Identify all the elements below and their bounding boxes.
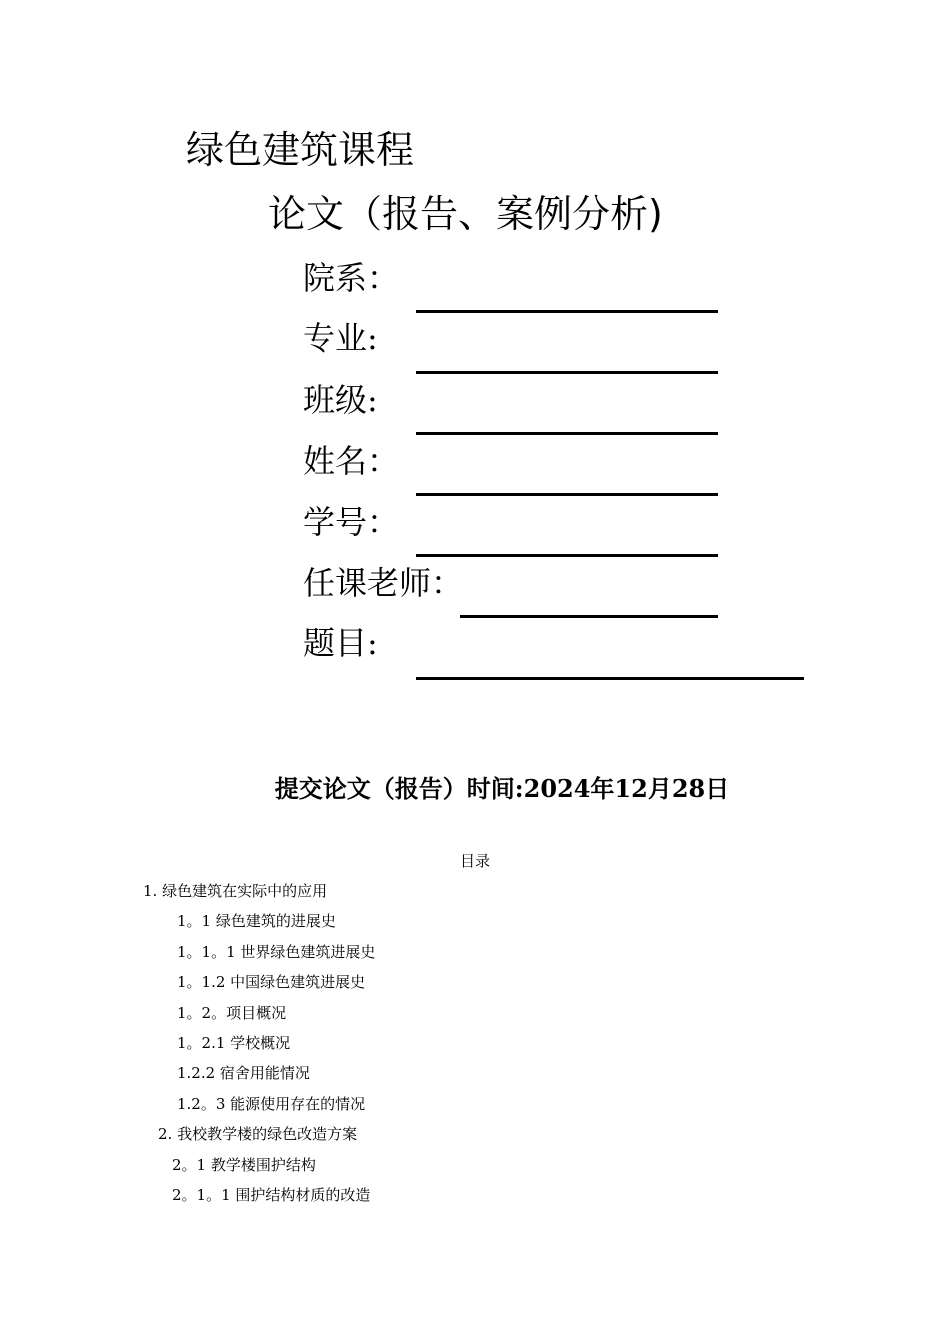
submission-time: 提交论文（报告）时间:2024年12月28日 — [274, 774, 730, 803]
toc-item: 1。2.1 学校概况 — [177, 1034, 291, 1052]
toc-item: 1.2。3 能源使用存在的情况 — [177, 1095, 366, 1113]
toc-item: 2。1。1 围护结构材质的改造 — [172, 1186, 371, 1204]
class-blank-line — [416, 432, 718, 435]
student-id-blank-line — [416, 554, 718, 557]
name-label: 姓名： — [303, 442, 400, 480]
major-blank-line — [416, 371, 718, 374]
toc-item: 1。1。1 世界绿色建筑进展史 — [177, 943, 376, 961]
toc-item: 1。1.2 中国绿色建筑进展史 — [177, 973, 366, 991]
topic-label: 题目: — [303, 624, 378, 662]
teacher-blank-line — [460, 615, 718, 618]
toc-title: 目录 — [459, 852, 490, 870]
name-blank-line — [416, 493, 718, 496]
toc-item: 1。1 绿色建筑的进展史 — [177, 912, 336, 930]
toc-item: 1. 绿色建筑在实际中的应用 — [143, 882, 328, 900]
course-title: 绿色建筑课程 — [186, 128, 415, 172]
student-id-label: 学号： — [303, 503, 400, 541]
toc-item: 2. 我校教学楼的绿色改造方案 — [158, 1125, 358, 1143]
department-label: 院系： — [303, 259, 400, 297]
toc-item: 1。2。项目概况 — [177, 1004, 287, 1022]
topic-blank-line — [416, 677, 804, 680]
department-blank-line — [416, 310, 718, 313]
class-label: 班级: — [303, 381, 378, 419]
major-label: 专业: — [303, 319, 378, 357]
document-type-title: 论文（报告、案例分析) — [268, 192, 663, 236]
teacher-label: 任课老师： — [303, 564, 464, 602]
toc-item: 1.2.2 宿舍用能情况 — [177, 1064, 310, 1082]
toc-item: 2。1 教学楼围护结构 — [172, 1156, 316, 1174]
